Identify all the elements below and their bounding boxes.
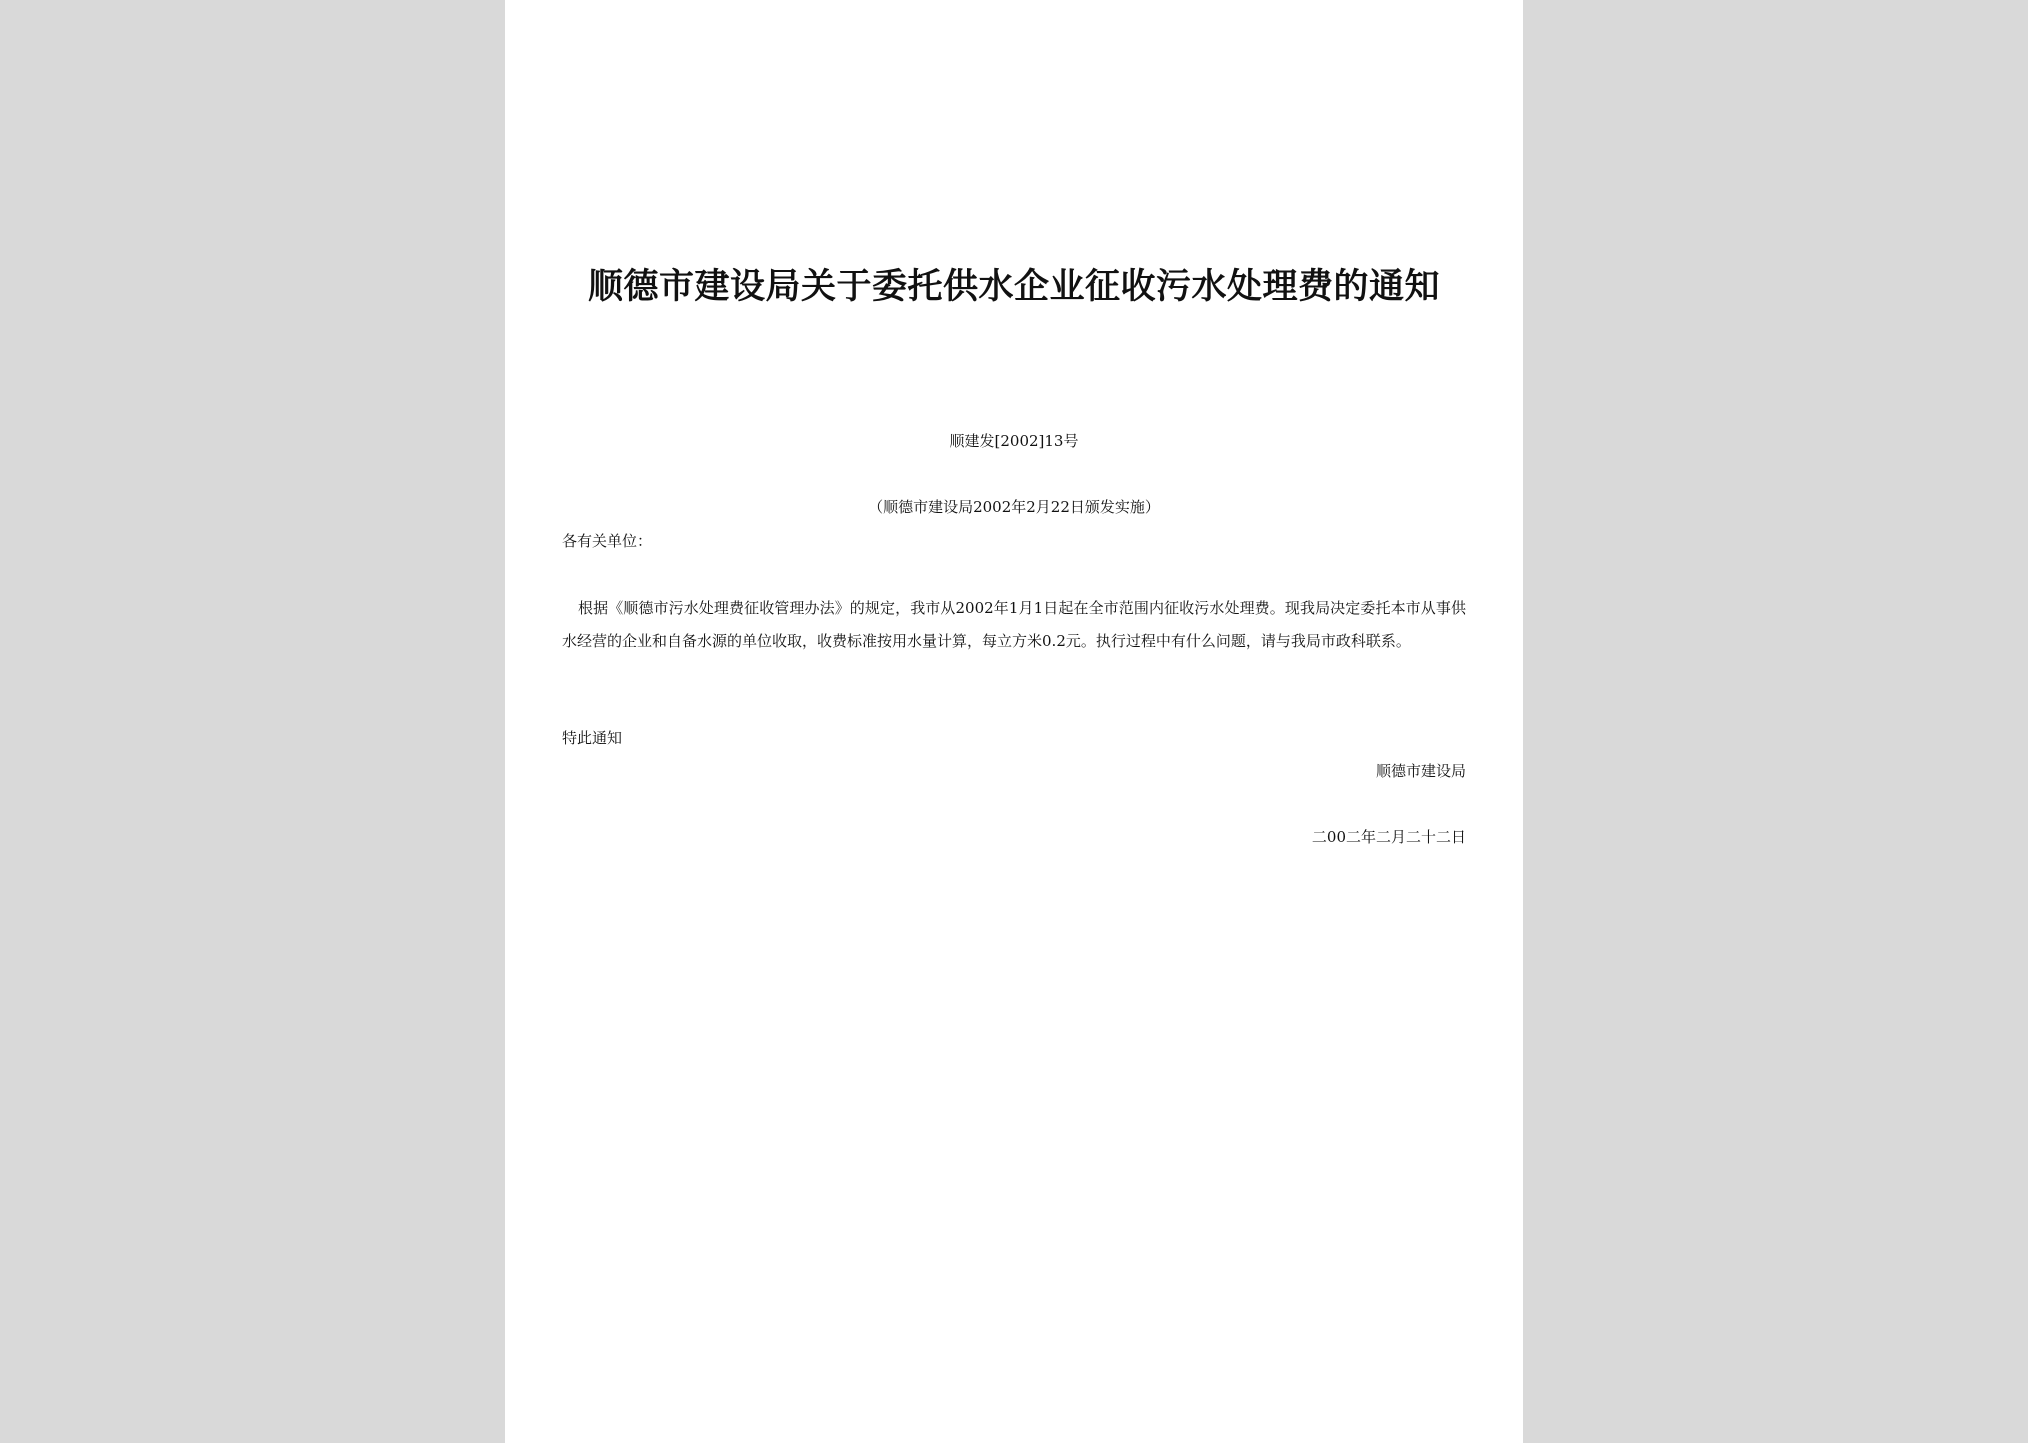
document-title: 顺德市建设局关于委托供水企业征收污水处理费的通知: [587, 267, 1440, 307]
signature: 顺德市建设局: [1375, 762, 1466, 780]
addressee: 各有关单位：: [562, 532, 653, 550]
document-page: [505, 0, 1523, 1443]
document-number: 顺建发[2002]13号: [949, 432, 1079, 450]
issue-note: （顺德市建设局2002年2月22日颁发实施）: [868, 498, 1160, 516]
body-paragraph: 根据《顺德市污水处理费征收管理办法》的规定，我市从2002年1月1日起在全市范围内征收污水处理费。现我局决定委托本市从事供水经营的企业和自备水源的单位收取，收费标准按用水量计算，每立方米0.2元。执行过程中有什么问题，请与我局市政科联系。: [562, 599, 1466, 650]
closing-line: 特此通知: [562, 729, 623, 747]
signature-date: 二00二年二月二十二日: [1311, 828, 1466, 846]
